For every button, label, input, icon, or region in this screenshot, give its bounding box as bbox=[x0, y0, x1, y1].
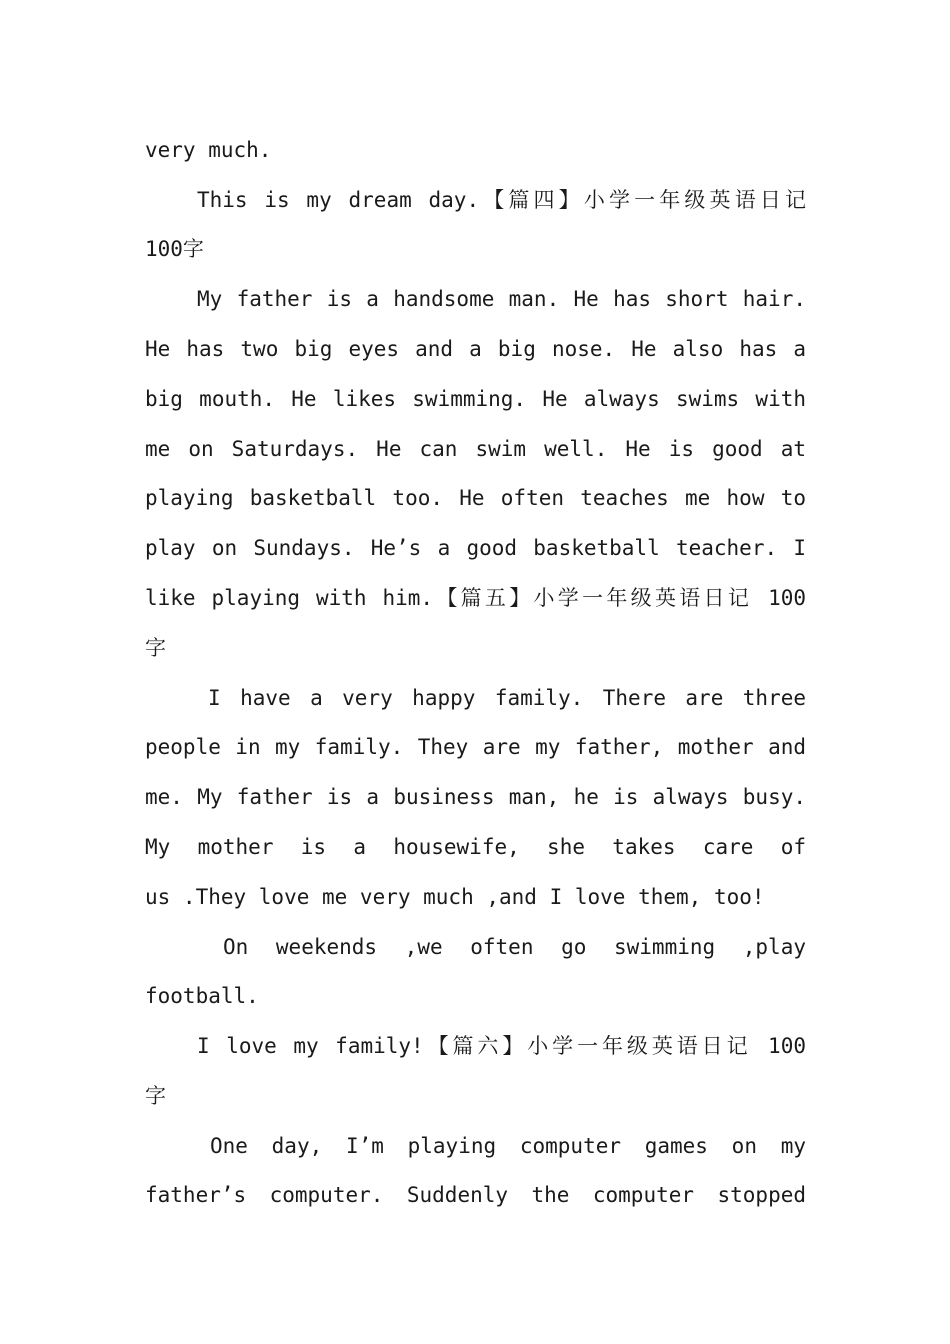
text-line: 字 bbox=[145, 1084, 166, 1108]
text-line: very much. bbox=[145, 138, 272, 162]
text-line: father’s computer. Suddenly the computer stopped bbox=[145, 1183, 806, 1207]
text-line: football. bbox=[145, 984, 259, 1008]
text-line: me. My father is a business man, he is always busy. bbox=[145, 785, 806, 809]
text-line: play on Sundays. He’s a good basketball teacher. I bbox=[145, 536, 806, 560]
text-line: He has two big eyes and a big nose. He also has a bbox=[145, 337, 806, 361]
text-line: like playing with him.【篇五】小学一年级英语日记 100 bbox=[145, 586, 806, 610]
text-line: playing basketball too. He often teaches me how to bbox=[145, 486, 806, 510]
text-line: 字 bbox=[145, 636, 166, 660]
text-line: My mother is a housewife, she takes care of bbox=[145, 835, 806, 859]
text-line: This is my dream day.【篇四】小学一年级英语日记 bbox=[197, 188, 806, 212]
text-line: One day, I’m playing computer games on my bbox=[210, 1134, 806, 1158]
text-line: us .They love me very much ,and I love them, too! bbox=[145, 885, 765, 909]
text-line: I love my family!【篇六】小学一年级英语日记 100 bbox=[197, 1034, 806, 1058]
text-line: me on Saturdays. He can swim well. He is good at bbox=[145, 437, 806, 461]
text-line: I have a very happy family. There are three bbox=[208, 686, 806, 710]
text-line: On weekends ,we often go swimming ,play bbox=[223, 935, 806, 959]
text-line: 100字 bbox=[145, 237, 204, 261]
text-line: My father is a handsome man. He has short hair. bbox=[197, 287, 806, 311]
text-line: big mouth. He likes swimming. He always swims with bbox=[145, 387, 806, 411]
text-line: people in my family. They are my father, mother and bbox=[145, 735, 806, 759]
